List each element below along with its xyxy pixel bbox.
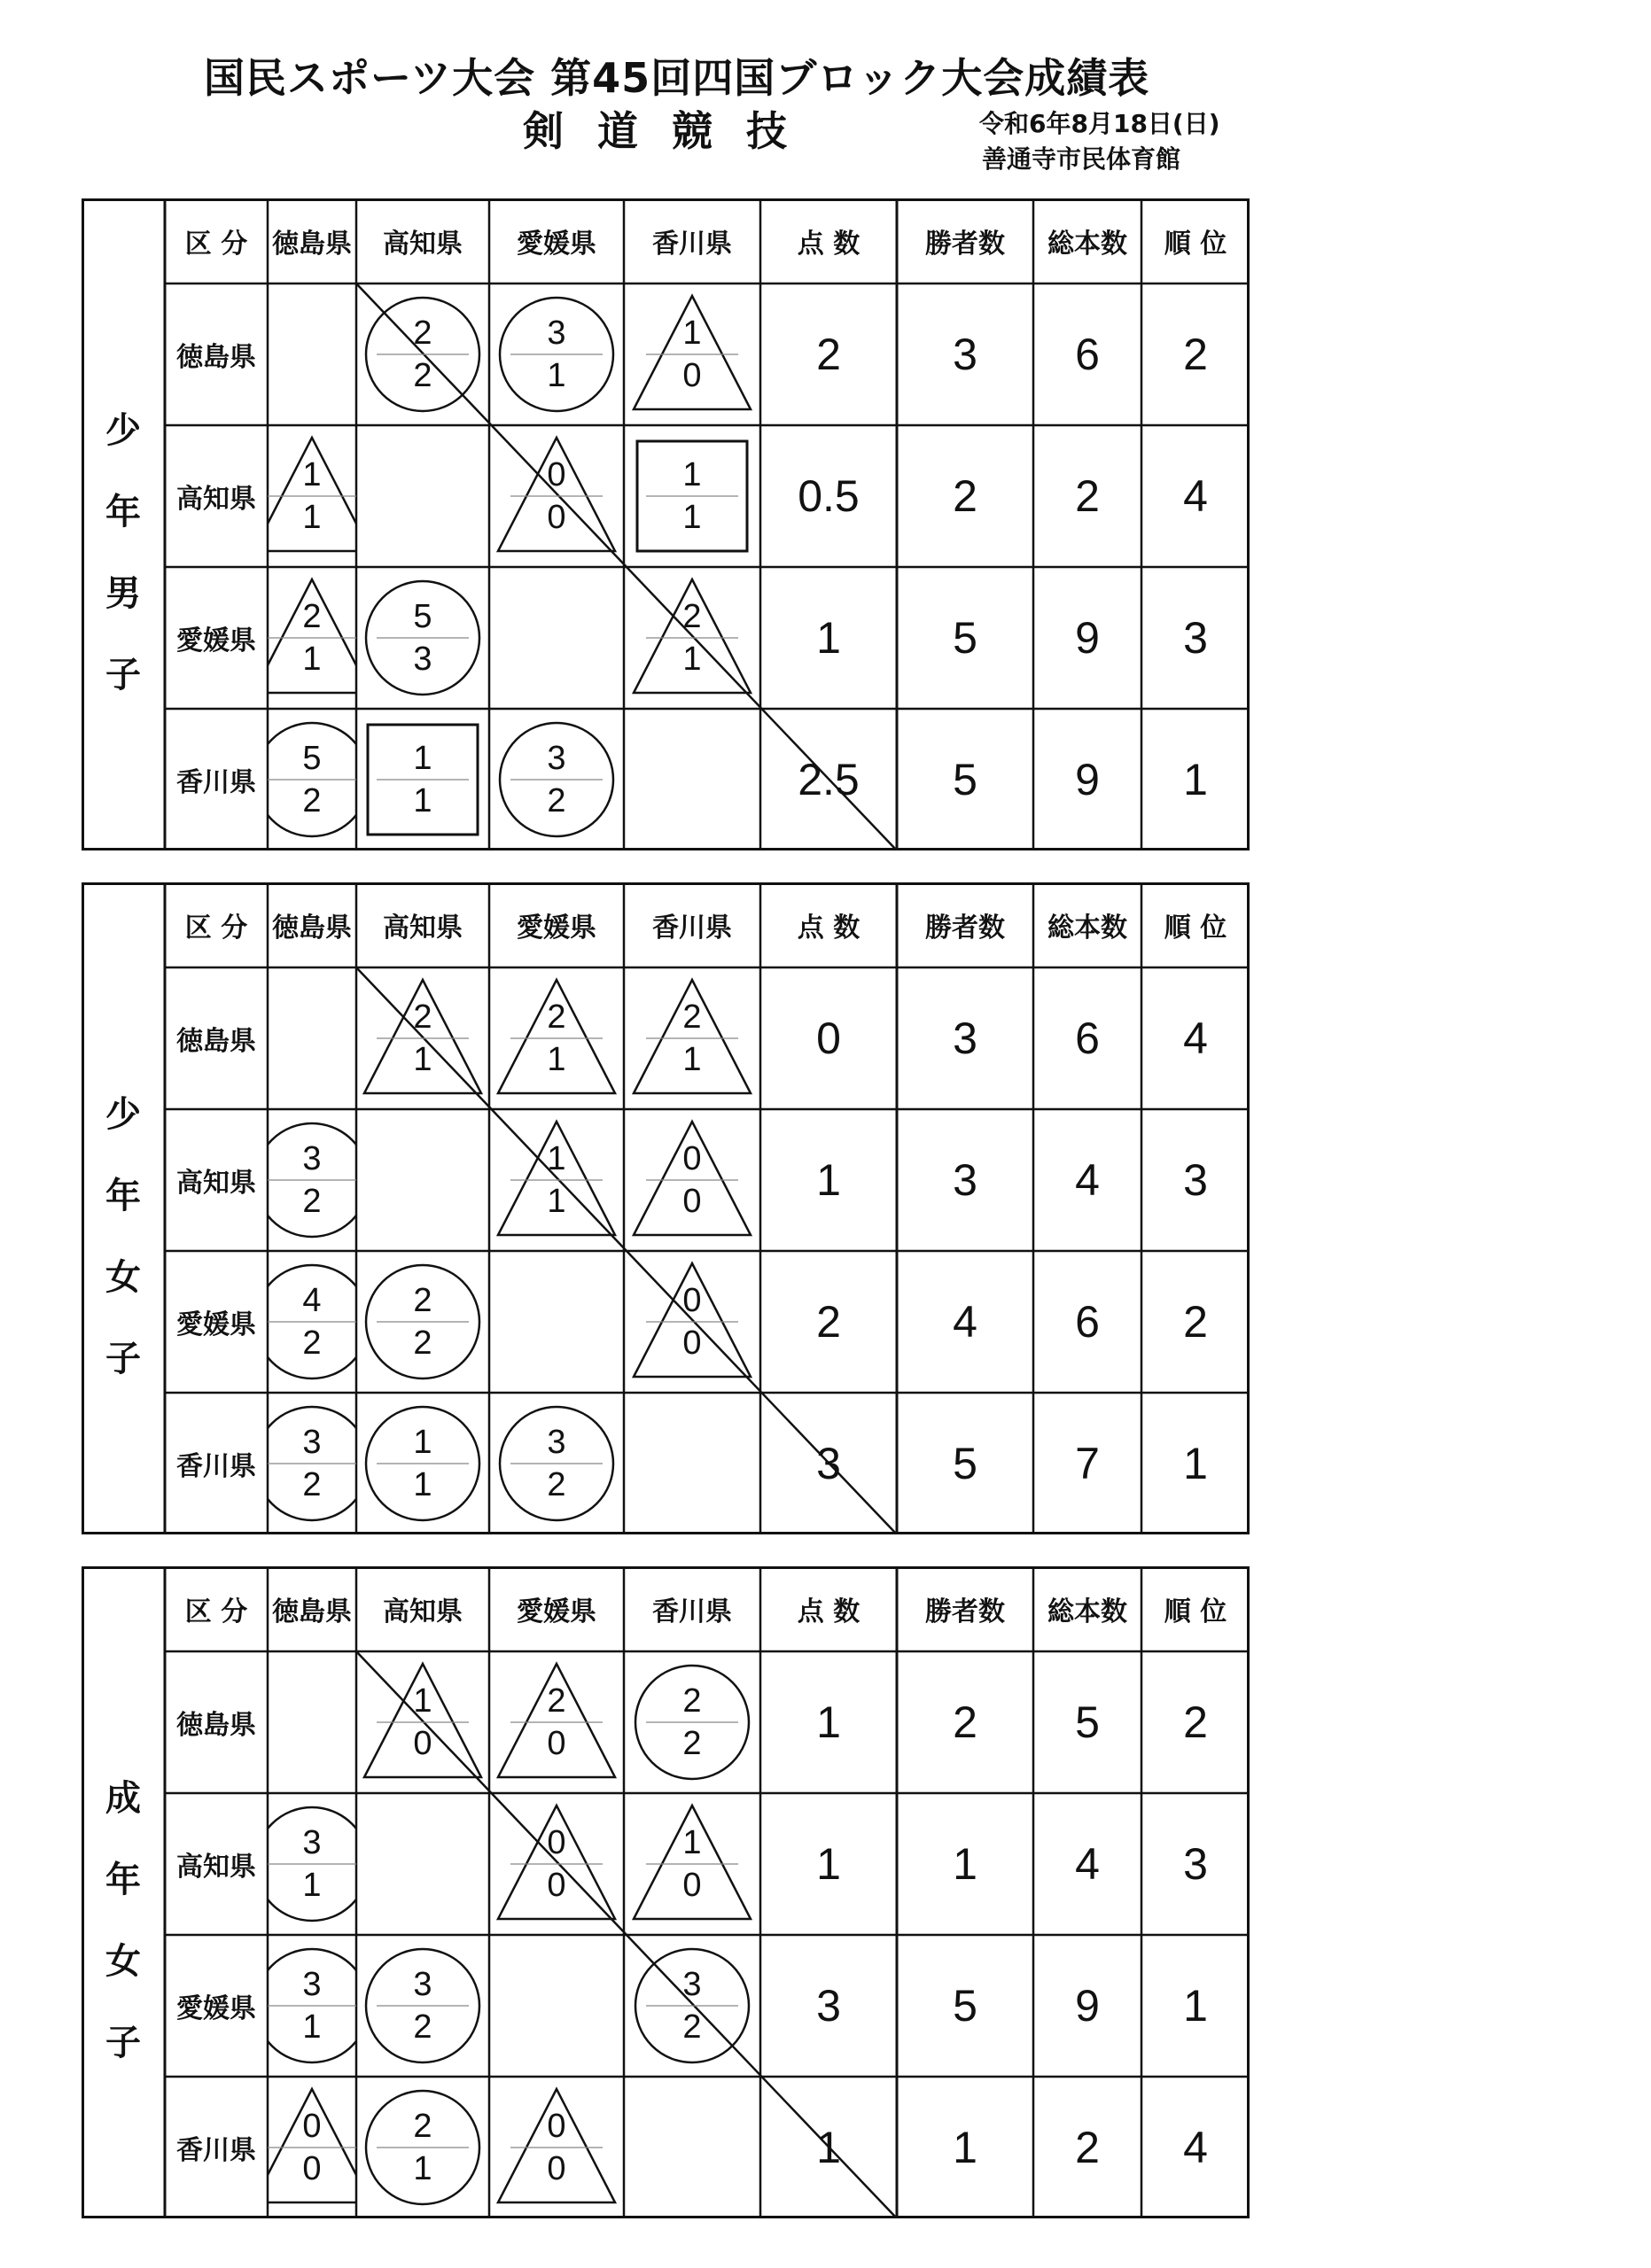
column-header: 徳島県 <box>272 1596 352 1627</box>
score-top: 2 <box>682 598 702 635</box>
match-result-cell <box>356 1251 489 1393</box>
stat-value: 6 <box>1075 1297 1100 1347</box>
stat-value: 1 <box>816 2123 841 2172</box>
stat-value: 4 <box>1183 471 1208 521</box>
score-top: 0 <box>547 1824 566 1861</box>
stat-value: 5 <box>953 1981 977 2031</box>
stat-value: 2 <box>1075 2123 1100 2172</box>
score-bottom: 0 <box>413 1725 432 1762</box>
stat-value: 4 <box>1075 1155 1100 1205</box>
score-top: 1 <box>682 1824 702 1861</box>
score-top: 0 <box>682 1140 702 1177</box>
stat-value: 1 <box>1183 1439 1208 1488</box>
score-bottom: 1 <box>682 1041 702 1078</box>
score-bottom: 2 <box>682 1725 702 1762</box>
stat-value: 1 <box>816 613 841 663</box>
stat-value: 1 <box>1183 1981 1208 2031</box>
score-bottom: 0 <box>682 1183 702 1220</box>
document-subtitle: 剣道競技 <box>523 107 821 155</box>
column-header: 区 分 <box>184 1596 248 1627</box>
column-header: 愛媛県 <box>517 1596 596 1627</box>
score-bottom: 2 <box>547 782 566 819</box>
column-header: 点 数 <box>797 913 861 944</box>
score-bottom: 2 <box>302 1324 322 1362</box>
category-label <box>82 390 165 716</box>
stat-value: 0.5 <box>798 471 860 521</box>
stat-value: 2 <box>816 330 841 379</box>
score-bottom: 2 <box>413 357 432 394</box>
stat-value: 3 <box>816 1981 841 2031</box>
column-header: 高知県 <box>383 913 463 944</box>
stat-value: 2 <box>1183 1697 1208 1747</box>
score-top: 1 <box>682 456 702 493</box>
column-header: 高知県 <box>383 1596 463 1627</box>
event-date: 令和6年8月18日(日) <box>979 109 1220 138</box>
score-bottom: 2 <box>413 1324 432 1362</box>
score-top: 1 <box>413 1682 432 1720</box>
score-bottom: 1 <box>413 1466 432 1503</box>
score-top: 1 <box>413 740 432 777</box>
match-result-cell <box>356 709 489 850</box>
score-bottom: 1 <box>547 1183 566 1220</box>
column-header: 点 数 <box>797 229 861 260</box>
match-result-cell <box>489 2077 624 2218</box>
column-header: 総本数 <box>1047 913 1127 944</box>
stat-value: 2 <box>953 471 977 521</box>
match-result-cell <box>268 1793 356 1935</box>
score-bottom: 3 <box>413 641 432 678</box>
score-top: 4 <box>302 1282 322 1319</box>
stat-value: 4 <box>1075 1839 1100 1889</box>
row-team-label: 香川県 <box>176 767 256 798</box>
column-header: 高知県 <box>383 229 463 260</box>
row-team-label: 高知県 <box>176 484 256 515</box>
column-header: 香川県 <box>652 229 732 260</box>
stat-value: 1 <box>1183 755 1208 804</box>
score-bottom: 1 <box>547 357 566 394</box>
column-header: 勝者数 <box>925 229 1005 260</box>
category-char: 年 <box>105 1860 141 1900</box>
stat-value: 2 <box>1183 330 1208 379</box>
stat-value: 2 <box>1075 471 1100 521</box>
match-result-cell <box>624 967 760 1109</box>
score-top: 2 <box>413 998 432 1036</box>
category-char: 男 <box>105 573 141 614</box>
row-team-label: 香川県 <box>176 1451 256 1482</box>
score-top: 2 <box>413 2108 432 2145</box>
match-result-cell <box>268 1935 356 2077</box>
score-top: 1 <box>547 1140 566 1177</box>
row-team-label: 愛媛県 <box>176 1993 256 2024</box>
score-top: 2 <box>682 998 702 1036</box>
match-result-cell <box>268 709 356 850</box>
stat-value: 6 <box>1075 330 1100 379</box>
score-bottom: 2 <box>547 1466 566 1503</box>
document-title: 国民スポーツ大会 第45回四国ブロック大会成績表 <box>204 54 1150 102</box>
score-top: 3 <box>302 1424 322 1461</box>
stat-value: 5 <box>953 613 977 663</box>
match-result-cell <box>489 284 624 425</box>
stat-value: 1 <box>816 1697 841 1747</box>
match-result-cell <box>489 1393 624 1534</box>
result-table-block <box>82 198 1250 850</box>
score-bottom: 1 <box>302 641 322 678</box>
score-top: 3 <box>547 315 566 352</box>
column-header: 総本数 <box>1047 229 1127 260</box>
score-bottom: 0 <box>682 1867 702 1904</box>
match-result-cell <box>356 1393 489 1534</box>
score-top: 3 <box>413 1966 432 2003</box>
match-result-cell <box>356 284 489 425</box>
match-result-cell <box>624 425 760 567</box>
column-header: 徳島県 <box>272 229 352 260</box>
match-result-cell <box>624 1935 760 2077</box>
row-team-label: 高知県 <box>176 1168 256 1199</box>
category-char: 少 <box>105 1094 141 1135</box>
match-result-cell <box>268 425 356 567</box>
stat-value: 4 <box>1183 2123 1208 2172</box>
score-top: 1 <box>682 315 702 352</box>
match-result-cell <box>624 1251 760 1393</box>
category-char: 女 <box>105 1257 141 1298</box>
stat-value: 1 <box>816 1155 841 1205</box>
column-header: 区 分 <box>184 913 248 944</box>
score-bottom: 1 <box>302 1867 322 1904</box>
score-bottom: 2 <box>302 1183 322 1220</box>
match-result-cell <box>624 1793 760 1935</box>
score-top: 2 <box>413 315 432 352</box>
score-top: 3 <box>302 1966 322 2003</box>
stat-value: 3 <box>953 330 977 379</box>
stat-value: 2 <box>953 1697 977 1747</box>
score-bottom: 0 <box>547 1725 566 1762</box>
score-bottom: 0 <box>547 1867 566 1904</box>
stat-value: 9 <box>1075 613 1100 663</box>
score-top: 3 <box>547 740 566 777</box>
score-top: 3 <box>302 1824 322 1861</box>
score-bottom: 0 <box>302 2150 322 2187</box>
stat-value: 3 <box>953 1014 977 1063</box>
stat-value: 3 <box>1183 1155 1208 1205</box>
score-bottom: 1 <box>413 1041 432 1078</box>
score-top: 3 <box>682 1966 702 2003</box>
score-top: 1 <box>413 1424 432 1461</box>
stat-value: 3 <box>816 1439 841 1488</box>
match-result-cell <box>268 2077 356 2218</box>
column-header: 徳島県 <box>272 913 352 944</box>
score-top: 1 <box>302 456 322 493</box>
stat-value: 4 <box>953 1297 977 1347</box>
column-header: 勝者数 <box>925 1596 1005 1627</box>
stat-value: 5 <box>953 1439 977 1488</box>
match-result-cell <box>268 1393 356 1534</box>
score-bottom: 2 <box>682 2008 702 2046</box>
score-top: 5 <box>302 740 322 777</box>
stat-value: 2 <box>1183 1297 1208 1347</box>
category-char: 子 <box>105 2023 141 2063</box>
category-char: 成 <box>105 1778 141 1819</box>
column-header: 香川県 <box>652 1596 732 1627</box>
match-result-cell <box>356 567 489 709</box>
match-result-cell <box>268 1109 356 1251</box>
stat-value: 6 <box>1075 1014 1100 1063</box>
match-result-cell <box>268 567 356 709</box>
row-team-label: 愛媛県 <box>176 1309 256 1340</box>
row-team-label: 徳島県 <box>176 1026 256 1057</box>
score-bottom: 0 <box>682 357 702 394</box>
score-top: 2 <box>302 598 322 635</box>
row-team-label: 愛媛県 <box>176 625 256 656</box>
score-bottom: 2 <box>413 2008 432 2046</box>
result-table-block <box>82 882 1250 1534</box>
score-bottom: 0 <box>547 2150 566 2187</box>
score-bottom: 1 <box>413 2150 432 2187</box>
match-result-cell <box>624 567 760 709</box>
stat-value: 1 <box>816 1839 841 1889</box>
category-char: 年 <box>105 492 141 532</box>
stat-value: 9 <box>1075 1981 1100 2031</box>
score-bottom: 0 <box>547 499 566 536</box>
stat-value: 2 <box>816 1297 841 1347</box>
match-result-cell <box>624 284 760 425</box>
column-header: 勝者数 <box>925 913 1005 944</box>
match-result-cell <box>356 967 489 1109</box>
score-top: 0 <box>547 2108 566 2145</box>
stat-value: 5 <box>953 755 977 804</box>
match-result-cell <box>489 1109 624 1251</box>
column-header: 順 位 <box>1164 229 1227 260</box>
score-bottom: 1 <box>302 2008 322 2046</box>
match-result-cell <box>356 1651 489 1793</box>
category-char: 年 <box>105 1176 141 1216</box>
category-char: 少 <box>105 410 141 451</box>
match-result-cell <box>624 1651 760 1793</box>
stat-value: 3 <box>1183 1839 1208 1889</box>
match-result-cell <box>489 1651 624 1793</box>
column-header: 総本数 <box>1047 1596 1127 1627</box>
stat-value: 3 <box>1183 613 1208 663</box>
category-char: 子 <box>105 655 141 695</box>
event-venue: 善通寺市民体育館 <box>982 144 1181 174</box>
score-top: 3 <box>302 1140 322 1177</box>
stat-value: 7 <box>1075 1439 1100 1488</box>
column-header: 順 位 <box>1164 913 1227 944</box>
match-result-cell <box>489 709 624 850</box>
score-bottom: 1 <box>682 499 702 536</box>
row-team-label: 徳島県 <box>176 342 256 373</box>
stat-value: 0 <box>816 1014 841 1063</box>
score-top: 2 <box>547 998 566 1036</box>
score-top: 0 <box>302 2108 322 2145</box>
stat-value: 9 <box>1075 755 1100 804</box>
score-top: 2 <box>682 1682 702 1720</box>
score-top: 5 <box>413 598 432 635</box>
match-result-cell <box>268 1251 356 1393</box>
score-top: 3 <box>547 1424 566 1461</box>
score-bottom: 1 <box>302 499 322 536</box>
match-result-cell <box>356 2077 489 2218</box>
score-top: 0 <box>547 456 566 493</box>
score-bottom: 1 <box>413 782 432 819</box>
category-label <box>82 1074 165 1400</box>
category-char: 女 <box>105 1941 141 1982</box>
match-result-cell <box>489 1793 624 1935</box>
stat-value: 5 <box>1075 1697 1100 1747</box>
score-bottom: 1 <box>682 641 702 678</box>
column-header: 愛媛県 <box>517 913 596 944</box>
row-team-label: 香川県 <box>176 2135 256 2166</box>
column-header: 点 数 <box>797 1596 861 1627</box>
score-top: 0 <box>682 1282 702 1319</box>
column-header: 愛媛県 <box>517 229 596 260</box>
column-header: 順 位 <box>1164 1596 1227 1627</box>
score-bottom: 0 <box>682 1324 702 1362</box>
category-char: 子 <box>105 1339 141 1379</box>
column-header: 区 分 <box>184 229 248 260</box>
score-bottom: 2 <box>302 1466 322 1503</box>
stat-value: 2.5 <box>798 755 860 804</box>
row-team-label: 高知県 <box>176 1852 256 1883</box>
category-label <box>82 1758 165 2084</box>
stat-value: 1 <box>953 1839 977 1889</box>
stat-value: 4 <box>1183 1014 1208 1063</box>
match-result-cell <box>489 425 624 567</box>
score-top: 2 <box>547 1682 566 1720</box>
result-table-block <box>82 1566 1250 2218</box>
score-top: 2 <box>413 1282 432 1319</box>
column-header: 香川県 <box>652 913 732 944</box>
row-team-label: 徳島県 <box>176 1710 256 1741</box>
stat-value: 3 <box>953 1155 977 1205</box>
match-result-cell <box>489 967 624 1109</box>
score-bottom: 1 <box>547 1041 566 1078</box>
stat-value: 1 <box>953 2123 977 2172</box>
match-result-cell <box>356 1935 489 2077</box>
score-bottom: 2 <box>302 782 322 819</box>
match-result-cell <box>624 1109 760 1251</box>
